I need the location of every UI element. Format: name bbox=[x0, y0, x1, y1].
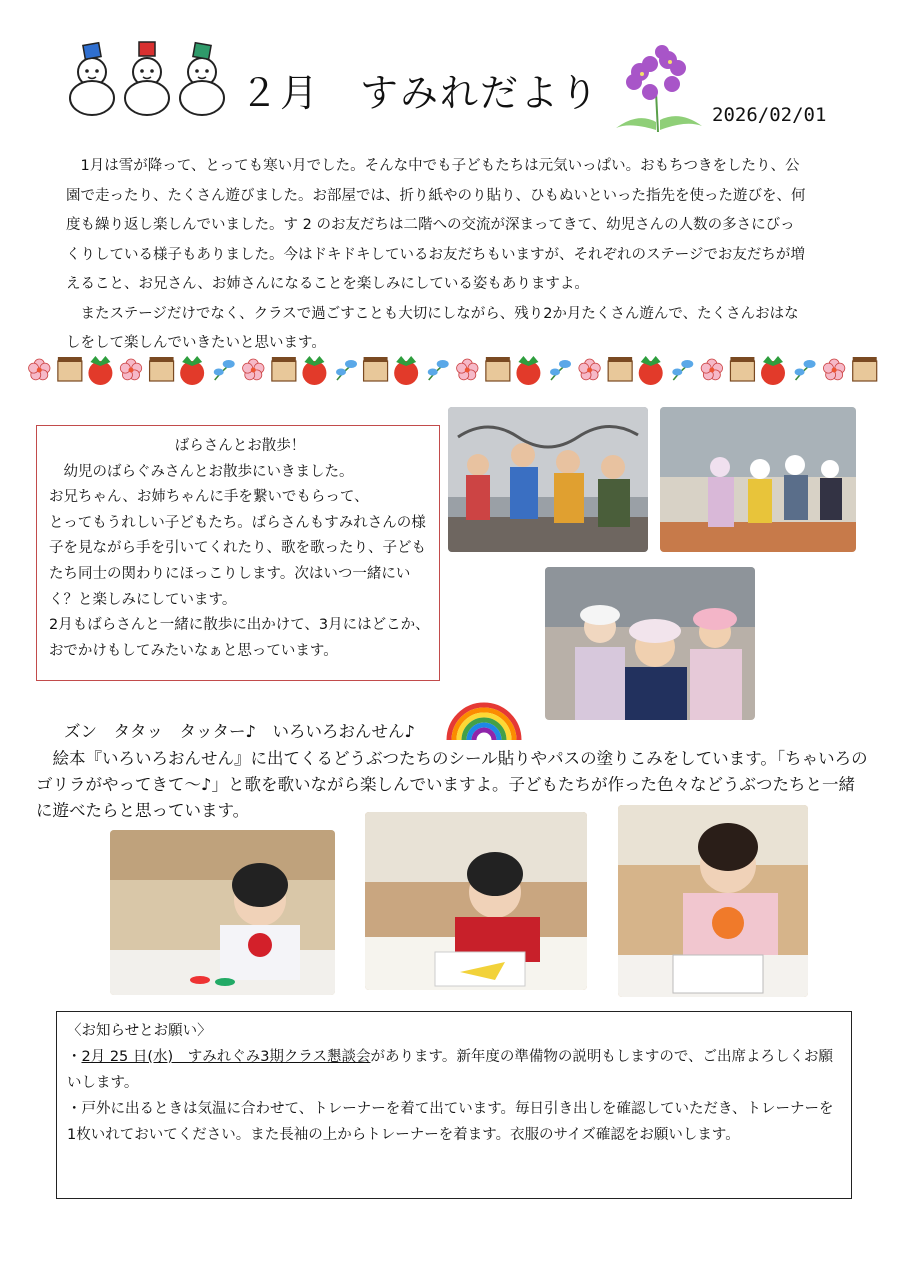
walk-line: 幼児のばらぐみさんとお散歩にいきました。 bbox=[63, 463, 354, 480]
violet-flower-icon bbox=[610, 42, 706, 138]
tomato-motif-icon bbox=[88, 356, 112, 385]
tomato-motif-icon bbox=[394, 356, 418, 385]
activity-photo-2 bbox=[365, 812, 587, 990]
bluebell-motif-icon bbox=[214, 360, 235, 380]
bluebell-motif-icon bbox=[550, 360, 571, 380]
plum-motif-icon bbox=[701, 359, 722, 380]
fuku-motif-icon bbox=[608, 357, 632, 381]
decorative-border bbox=[24, 350, 880, 390]
plum-motif-icon bbox=[579, 359, 600, 380]
intro-paragraph-1: 1月は雪が降って、とっても寒い月でした。そんな中でも子どもたちは元気いっぱい。おもちつきをしたり、公園で走ったり、たくさん遊びました。お部屋では、折り紙やのり貼り、ひもぬいといった指先を使った遊びを、何度も繰り返し楽しんでいました。す 2 のお友だちは二階への交流が深まってきて、幼児さんの人数の多さにびっくりしている様子もありました。今はドキドキしているお友だちもいますが、それぞれのステージでお友だちが増えること、お兄さん、お姉さんになることを楽しみにしている姿もありますよ。 bbox=[66, 158, 806, 292]
walk-photo-2 bbox=[660, 407, 856, 552]
bluebell-motif-icon bbox=[672, 360, 693, 380]
notice-section bbox=[56, 1011, 852, 1199]
notice-bullet: ・ bbox=[67, 1049, 82, 1065]
plum-motif-icon bbox=[29, 359, 50, 380]
walk-line: お兄ちゃん、お姉ちゃんに手を繋いでもらって、 bbox=[49, 489, 369, 506]
notice-item-1-text: があります。新年度の準備物の説明もしますので、ご出席よろしくお願いします。 bbox=[67, 1049, 834, 1091]
bluebell-motif-icon bbox=[428, 360, 449, 380]
fuku-motif-icon bbox=[730, 357, 754, 381]
rainbow-icon bbox=[445, 700, 523, 742]
issue-date: 2026/02/01 bbox=[712, 104, 827, 126]
walk-line: とってもうれしい子どもたち。ばらさんもすみれさんの様子を見ながら手を引いてくれたり、歌を歌ったり、子どもたち同士の関わりにほっこりします。次はいつ一緒にいく？と楽しみにしています。 bbox=[49, 514, 426, 608]
intro-paragraph-2: またステージだけでなく、クラスで過ごすことも大切にしながら、残り2か月たくさん遊んで、たくさんおはなしをして楽しんでいきたいと思います。 bbox=[66, 305, 799, 351]
song-paragraph: 絵本『いろいろおんせん』に出てくるどうぶつたちのシール貼りやパスの塗りこみをしています。「ちゃいろのゴリラがやってきて～♪」と歌を歌いながら楽しんでいますよ。子どもたちが作った色々などうぶつたちと一緒に遊べたらと思っています。 bbox=[36, 749, 868, 820]
notice-heading: 〈お知らせとお願い〉 bbox=[67, 1023, 212, 1039]
fuku-motif-icon bbox=[150, 357, 174, 381]
bluebell-motif-icon bbox=[795, 360, 816, 380]
fuku-motif-icon bbox=[486, 357, 510, 381]
snowman-blue-icon bbox=[70, 43, 114, 115]
walk-heading: ばらさんとお散歩！ bbox=[174, 438, 306, 454]
fuku-motif-icon bbox=[364, 357, 388, 381]
walk-section bbox=[36, 425, 440, 681]
plum-motif-icon bbox=[243, 359, 264, 380]
plum-motif-icon bbox=[120, 359, 141, 380]
fuku-motif-icon bbox=[58, 357, 82, 381]
snowman-red-icon bbox=[125, 42, 169, 115]
tomato-motif-icon bbox=[639, 356, 663, 385]
snowman-icons bbox=[62, 38, 232, 118]
fuku-motif-icon bbox=[853, 357, 877, 381]
activity-photo-3 bbox=[618, 805, 808, 997]
song-title: ズン タタッ タッター♪ いろいろおんせん♪ bbox=[64, 722, 416, 741]
tomato-motif-icon bbox=[180, 356, 204, 385]
tomato-motif-icon bbox=[761, 356, 785, 385]
walk-photo-1 bbox=[448, 407, 648, 552]
intro-text bbox=[66, 152, 806, 359]
walk-photo-3 bbox=[545, 567, 755, 720]
page-title: ２月 すみれだより bbox=[240, 71, 601, 115]
tomato-motif-icon bbox=[516, 356, 540, 385]
plum-motif-icon bbox=[823, 359, 844, 380]
tomato-motif-icon bbox=[302, 356, 326, 385]
snowman-green-icon bbox=[180, 43, 224, 115]
plum-motif-icon bbox=[457, 359, 478, 380]
activity-photo-1 bbox=[110, 830, 335, 995]
fuku-motif-icon bbox=[272, 357, 296, 381]
notice-item-1-date: 2月 25 日(水) すみれぐみ3期クラス懇談会 bbox=[81, 1049, 371, 1065]
walk-line: 2月もばらさんと一緒に散歩に出かけて、3月にはどこか、おでかけもしてみたいなぁと思っています。 bbox=[49, 617, 430, 659]
bluebell-motif-icon bbox=[336, 360, 357, 380]
notice-item-1 bbox=[67, 1044, 841, 1096]
notice-item-2: ・戸外に出るときは気温に合わせて、トレーナーを着て出ています。毎日引き出しを確認していただき、トレーナーを1枚いれておいてください。また長袖の上からトレーナーを着ます。衣服のサイズ確認をお願いします。 bbox=[67, 1101, 834, 1143]
